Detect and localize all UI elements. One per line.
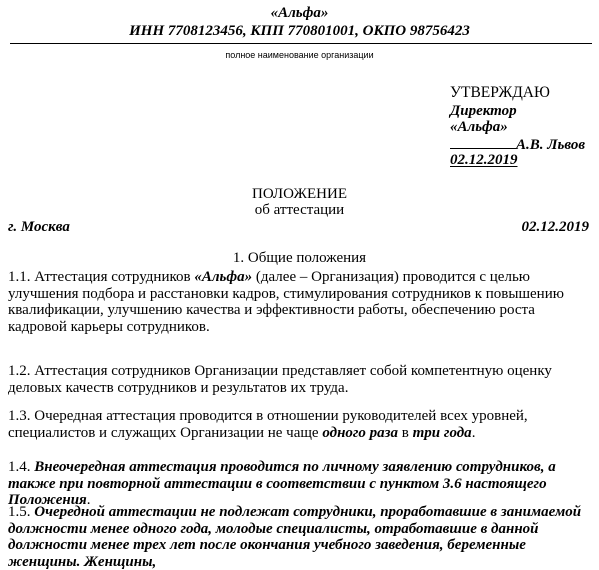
document-city: г. Москва [8, 219, 70, 235]
paragraph-text: 1.2. Аттестация сотрудников Организации представляет собой компетентную оценку деловых качеств сотрудников и результатов их труда. [8, 363, 552, 396]
approval-title: УТВЕРЖДАЮ [450, 84, 550, 101]
paragraph-emphasis: три года [412, 424, 472, 441]
paragraph-1-3 [8, 408, 593, 441]
approval-signer: А.В. Львов [516, 137, 586, 153]
approval-organization: «Альфа» [450, 119, 508, 135]
organization-underline [10, 43, 592, 44]
signature-line [450, 136, 516, 149]
paragraph-org-name: «Альфа» [194, 269, 253, 285]
document-title: ПОЛОЖЕНИЕ [252, 186, 347, 202]
paragraph-1-5 [8, 504, 593, 570]
paragraph-text: 1.1. Аттестация сотрудников [8, 269, 195, 285]
paragraph-1-2 [8, 363, 593, 396]
paragraph-text: . [86, 492, 91, 509]
paragraph-emphasis: Внеочередная аттестация проводится по личному заявлению сотрудников, а также при повторной аттестации в соответствии с пунктом 3.6 настоящего Положения [8, 459, 556, 509]
paragraph-1-4 [8, 459, 593, 509]
document-date: 02.12.2019 [521, 219, 589, 235]
organization-name: «Альфа» [270, 5, 329, 21]
approval-position: Директор [450, 103, 517, 119]
paragraph-text: . [471, 424, 476, 441]
approval-date: 02.12.2019 [450, 152, 518, 168]
paragraph-text: 1.4. [8, 459, 35, 475]
paragraph-emphasis: одного раза [322, 424, 399, 441]
document-subtitle: об аттестации [254, 202, 345, 218]
paragraph-1-1 [8, 269, 593, 335]
paragraph-emphasis: Очередной аттестации не подлежат сотрудники, проработавшие в занимаемой должности менее одного года, молодые специалисты, отработавшие в данной должности менее трех лет после окончания учебного заведения, беременные женщины. Женщины, [8, 504, 582, 570]
organization-codes: ИНН 7708123456, КПП 770801001, ОКПО 98756423 [129, 23, 470, 39]
paragraph-text: (далее – Организация) проводится с целью улучшения подбора и расстановки кадров, стимулирования сотрудников к повышению квалификации, улучшению качества и эффективности работы, обеспечению роста кадровой карьеры сотрудников. [8, 269, 564, 335]
organization-caption: полное наименование организации [225, 50, 374, 60]
paragraph-text: в [398, 424, 413, 441]
section-title: 1. Общие положения [232, 250, 367, 266]
paragraph-text: 1.5. [8, 504, 35, 520]
paragraph-text: 1.3. Очередная аттестация проводится в отношении руководителей всех уровней, специалистов и служащих Организации не чаще [8, 408, 528, 441]
